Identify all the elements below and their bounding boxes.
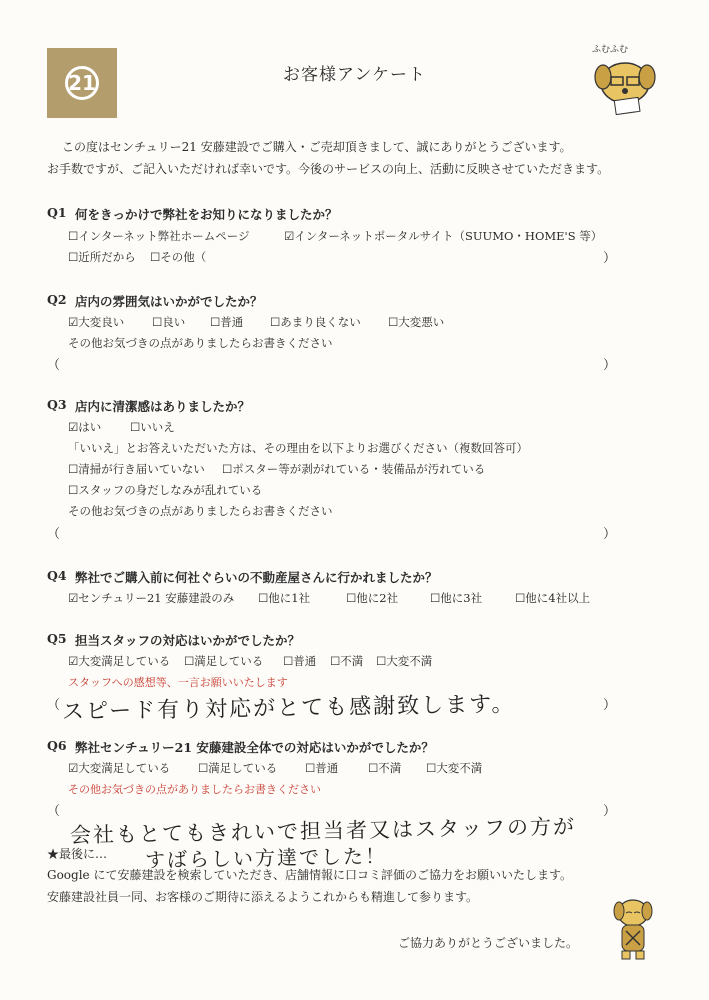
q3-note-1: 「いいえ」とお答えいただいた方は、その理由を以下よりお選びください（複数回答可） (68, 441, 528, 455)
q3-number: Q3 (47, 397, 67, 412)
logo-text: 21 (68, 71, 96, 95)
q6-option-5[interactable]: ☐大変不満 (426, 761, 483, 775)
q2-option-3[interactable]: ☐普通 (210, 315, 244, 329)
q6-option-3[interactable]: ☐普通 (305, 761, 339, 775)
q3-reason-3[interactable]: ☐スタッフの身だしなみが乱れている (68, 483, 263, 497)
q6-paren-open: （ (47, 804, 61, 819)
q5-option-3[interactable]: ☐普通 (283, 654, 317, 668)
q5-option-5[interactable]: ☐大変不満 (376, 654, 433, 668)
dog-mascot-icon (585, 55, 665, 115)
q3-text: 店内に清潔感はありましたか？ (75, 399, 251, 414)
q6-number: Q6 (47, 738, 67, 753)
q2-option-1[interactable]: ☑大変良い (68, 315, 125, 329)
q5-paren-open: （ (47, 698, 61, 713)
closing-thanks: ご協力ありがとうございました。 (398, 936, 579, 950)
q3-paren-open: （ (47, 527, 61, 542)
q3-option-no[interactable]: ☐いいえ (130, 420, 175, 434)
q2-text: 店内の雰囲気はいかがでしたか？ (75, 294, 263, 309)
intro-line-2: お手数ですが、ご記入いただければ幸いです。今後のサービスの向上、活動に反映させていただきます。 (47, 162, 610, 176)
q1-option-nearby[interactable]: ☐近所だから (68, 250, 136, 264)
q3-note-2: その他お気づきの点がありましたらお書きください (68, 504, 333, 518)
q5-option-4[interactable]: ☐不満 (330, 654, 364, 668)
q6-option-2[interactable]: ☐満足している (198, 761, 278, 775)
q4-option-1[interactable]: ☑センチュリー21 安藤建設のみ (68, 591, 235, 605)
q5-option-1[interactable]: ☑大変満足している (68, 654, 171, 668)
q3-option-yes[interactable]: ☑はい (68, 420, 102, 434)
q1-option-other[interactable]: ☐その他（ (150, 250, 207, 264)
q6-handwritten-answer-2: すばらしい方達でした！ (144, 843, 388, 873)
q2-number: Q2 (47, 292, 67, 307)
q4-text: 弊社でご購入前に何社ぐらいの不動産屋さんに行かれましたか？ (75, 570, 438, 585)
q5-text: 担当スタッフの対応はいかがでしたか？ (75, 633, 301, 648)
q2-paren-close: ） (603, 358, 617, 373)
page-title: お客様アンケート (283, 65, 426, 85)
q1-option-portal[interactable]: ☑インターネットポータルサイト（SUUMO・HOME'S 等） (284, 229, 603, 243)
q1-option-homepage[interactable]: ☐インターネット弊社ホームページ (68, 229, 250, 243)
q5-number: Q5 (47, 631, 67, 646)
q6-paren-close: ） (603, 804, 617, 819)
q6-option-4[interactable]: ☐不満 (368, 761, 402, 775)
q4-option-5[interactable]: ☐他に4社以上 (515, 591, 591, 605)
q6-text: 弊社センチュリー21 安藤建設全体での対応はいかがでしたか？ (75, 740, 434, 755)
q2-option-2[interactable]: ☐良い (152, 315, 186, 329)
dog-bow-mascot-icon (608, 893, 658, 963)
q2-note: その他お気づきの点がありましたらお書きください (68, 336, 333, 350)
q5-handwritten-answer: スピード有り対応がとても感謝致します。 (61, 692, 516, 725)
mascot-caption: ふむふむ (592, 45, 629, 55)
q3-reason-1[interactable]: ☐清掃が行き届いていない (68, 462, 205, 476)
q4-option-2[interactable]: ☐他に1社 (258, 591, 311, 605)
q6-option-1[interactable]: ☑大変満足している (68, 761, 171, 775)
q4-number: Q4 (47, 568, 67, 583)
q2-paren-open: （ (47, 358, 61, 373)
intro-line-1: この度はセンチュリー21 安藤建設でご購入・ご売却頂きまして、誠にありがとうございます。 (62, 140, 572, 154)
q5-paren-close: ） (603, 698, 617, 713)
q2-option-5[interactable]: ☐大変悪い (388, 315, 445, 329)
q5-note: スタッフへの感想等、一言お願いいたします (68, 676, 288, 689)
q4-option-4[interactable]: ☐他に3社 (430, 591, 483, 605)
q4-option-3[interactable]: ☐他に2社 (346, 591, 399, 605)
q3-paren-close: ） (603, 527, 617, 542)
q3-reason-2[interactable]: ☐ポスター等が剥がれている・装備品が汚れている (222, 462, 486, 476)
closing-line-1: Google にて安藤建設を検索していただき、店舗情報に口コミ評価のご協力をお願いいたします。 (47, 868, 573, 882)
closing-line-2: 安藤建設社員一同、お客様のご期待に添えるようこれからも精進して参ります。 (47, 890, 479, 904)
q1-paren-close: ） (603, 251, 617, 266)
q6-handwritten-answer-1: 会社もとてもきれいで担当者又はスタッフの方が (69, 814, 577, 848)
q6-note: その他お気づきの点がありましたらお書きください (68, 783, 321, 796)
q1-text: 何をきっかけで弊社をお知りになりましたか？ (75, 207, 338, 222)
closing-last: ★最後に… (47, 847, 108, 861)
q1-number: Q1 (47, 205, 67, 220)
q2-option-4[interactable]: ☐あまり良くない (270, 315, 361, 329)
q5-option-2[interactable]: ☐満足している (184, 654, 264, 668)
